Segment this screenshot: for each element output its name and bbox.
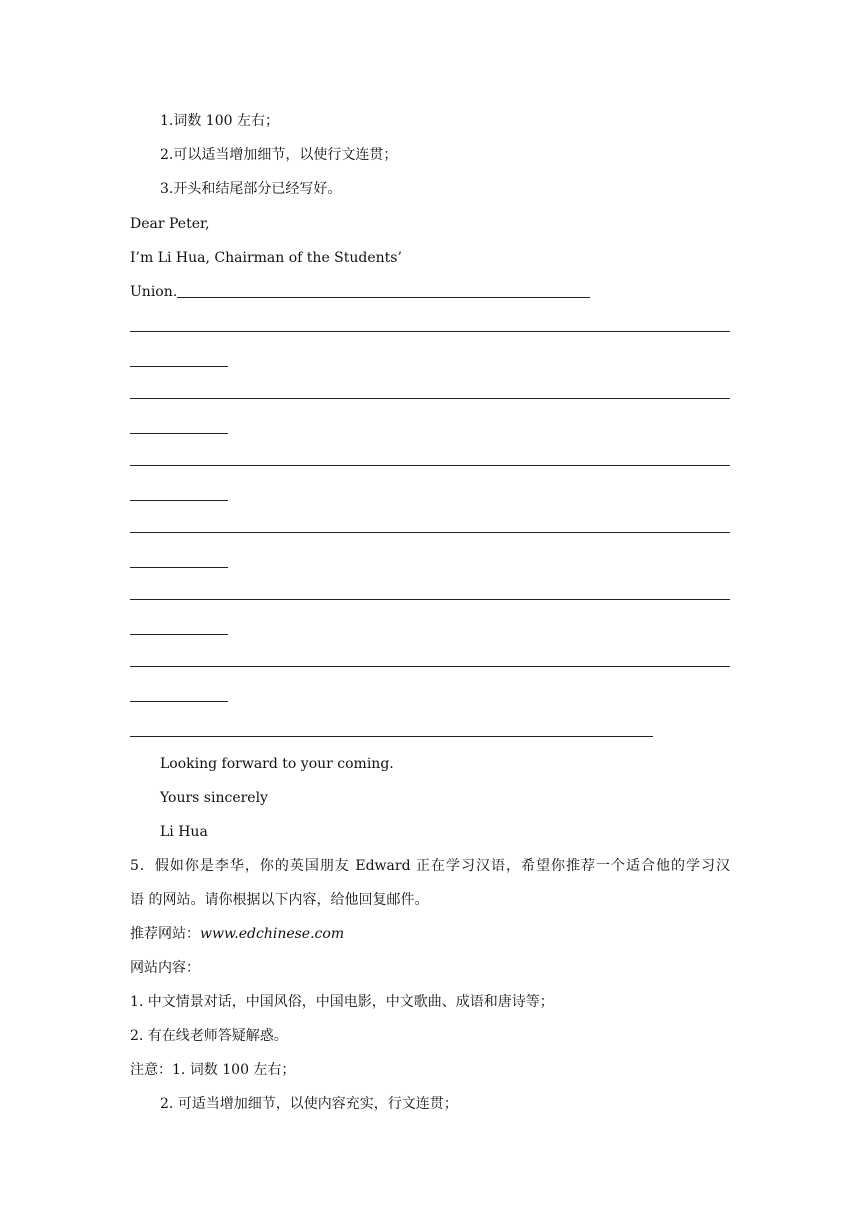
writing-line bbox=[130, 433, 228, 434]
letter-signature: Li Hua bbox=[160, 824, 208, 840]
letter-greeting: Dear Peter, bbox=[130, 216, 210, 232]
writing-line bbox=[130, 500, 228, 501]
site-content-item-2: 2. 有在线老师答疑解惑。 bbox=[130, 1028, 288, 1044]
writing-line bbox=[177, 297, 590, 298]
letter-union-prefix: Union. bbox=[130, 284, 178, 300]
writing-line bbox=[130, 532, 730, 533]
writing-line bbox=[130, 465, 730, 466]
requirement-3: 3.开头和结尾部分已经写好。 bbox=[160, 181, 342, 197]
writing-line bbox=[130, 567, 228, 568]
writing-line bbox=[130, 366, 228, 367]
recommended-site-url: www.edchinese.com bbox=[200, 926, 345, 942]
writing-line bbox=[130, 398, 730, 399]
writing-line bbox=[130, 701, 228, 702]
note-line-1: 注意：1. 词数 100 左右； bbox=[130, 1062, 296, 1078]
writing-line bbox=[130, 736, 653, 737]
writing-line bbox=[130, 599, 730, 600]
requirement-1: 1.词数 100 左右； bbox=[160, 113, 279, 129]
recommended-site-label: 推荐网站： bbox=[130, 926, 200, 942]
note-line-2: 2. 可适当增加细节，以使内容充实，行文连贯； bbox=[160, 1096, 458, 1112]
letter-closing: Looking forward to your coming. bbox=[160, 756, 394, 772]
writing-line bbox=[130, 666, 730, 667]
letter-intro: I’m Li Hua, Chairman of the Students’ bbox=[130, 250, 402, 266]
question-5-prompt-line-1: 5．假如你是李华，你的英国朋友 Edward 正在学习汉语，希望你推荐一个适合他的学习汉 bbox=[130, 858, 730, 874]
writing-line bbox=[130, 634, 228, 635]
recommended-site-line bbox=[130, 925, 344, 943]
question-5-prompt-line-2: 语 的网站。请你根据以下内容，给他回复邮件。 bbox=[130, 892, 429, 908]
requirement-2: 2.可以适当增加细节，以使行文连贯； bbox=[160, 147, 398, 163]
site-content-item-1: 1. 中文情景对话，中国风俗，中国电影，中文歌曲、成语和唐诗等； bbox=[130, 994, 554, 1010]
writing-line bbox=[130, 331, 730, 332]
letter-signoff: Yours sincerely bbox=[160, 790, 268, 806]
site-content-label: 网站内容： bbox=[130, 960, 200, 976]
